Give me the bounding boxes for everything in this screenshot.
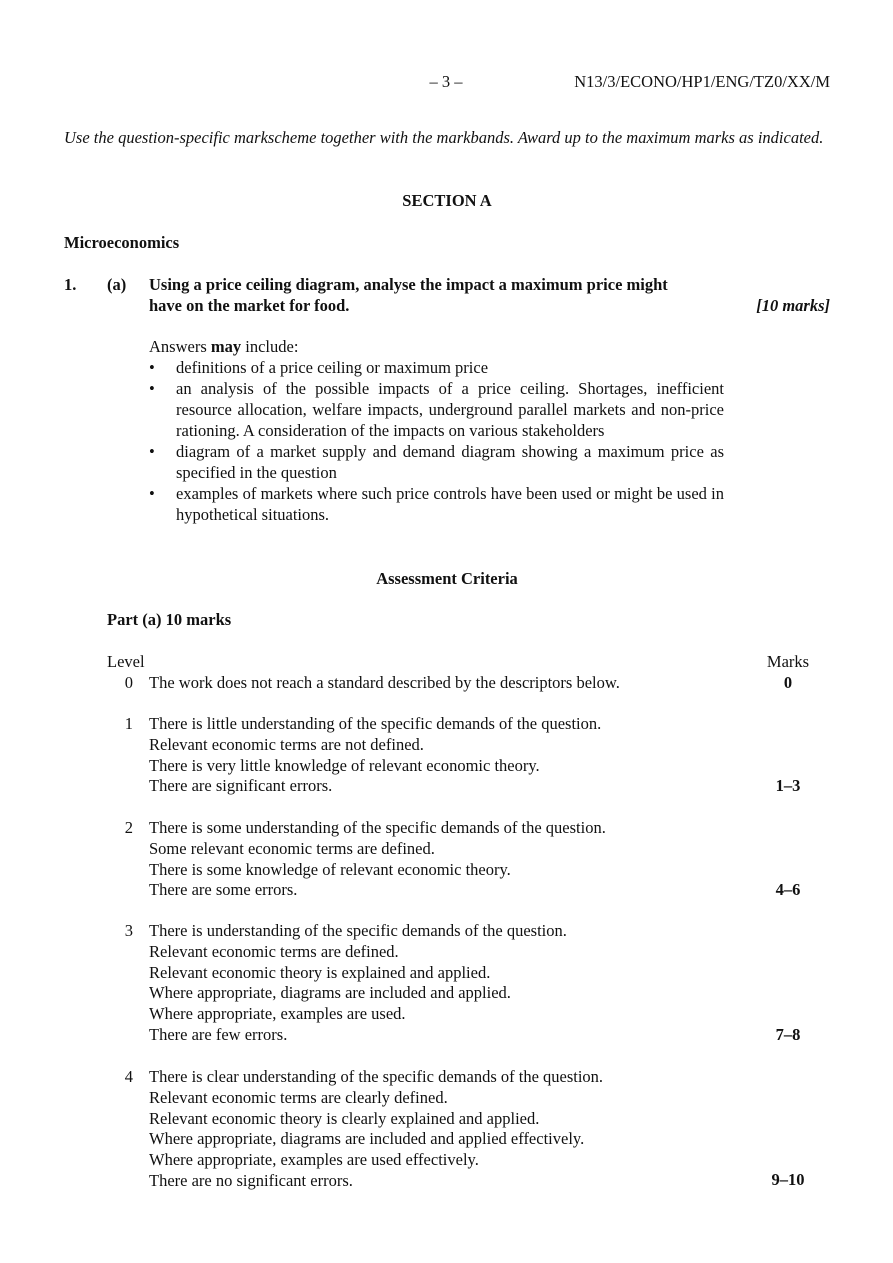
descriptor-line: Relevant economic theory is clearly explained and applied. bbox=[149, 1108, 540, 1128]
level-descriptors bbox=[149, 672, 620, 693]
paper-code: N13/3/ECONO/HP1/ENG/TZ0/XX/M bbox=[574, 72, 830, 91]
bullet-text: examples of markets where such price controls have been used or might be used in hypothetical situations. bbox=[176, 484, 724, 524]
answer-bullet-list bbox=[149, 357, 724, 525]
list-item bbox=[149, 441, 724, 483]
descriptor-line: Where appropriate, diagrams are included and applied effectively. bbox=[149, 1129, 585, 1149]
descriptor-line: There are no significant errors. bbox=[149, 1170, 353, 1190]
descriptor-line: Relevant economic terms are defined. bbox=[149, 941, 399, 961]
descriptor-line: There is little understanding of the specific demands of the question. bbox=[149, 714, 602, 733]
level-number: 2 bbox=[124, 818, 133, 837]
bullet-text: diagram of a market supply and demand diagram showing a maximum price as specified in the question bbox=[176, 442, 724, 482]
descriptor-line: Where appropriate, diagrams are included and applied. bbox=[149, 983, 511, 1003]
descriptor-line: There is understanding of the specific demands of the question. bbox=[149, 921, 567, 940]
answers-intro-post: include: bbox=[241, 337, 299, 356]
question-number: 1. bbox=[64, 275, 77, 294]
descriptor-line: Where appropriate, examples are used effectively. bbox=[149, 1150, 479, 1170]
level-descriptors bbox=[149, 713, 601, 796]
list-item bbox=[149, 483, 724, 525]
descriptor-line: There are few errors. bbox=[149, 1024, 288, 1044]
level-number: 1 bbox=[124, 714, 133, 733]
descriptor-line: Some relevant economic terms are defined. bbox=[149, 838, 435, 858]
answers-intro-pre: Answers bbox=[149, 337, 211, 356]
section-title: SECTION A bbox=[402, 191, 492, 210]
bullet-text: an analysis of the possible impacts of a price ceiling. Shortages, inefficient resource allocation, welfare impacts, underground parallel markets and non-price rationing. A consideration of the impacts on various stakeholders bbox=[176, 379, 724, 440]
descriptor-line: Relevant economic theory is explained and applied. bbox=[149, 962, 491, 982]
level-marks: 4–6 bbox=[775, 880, 801, 899]
question-text-line2: have on the market for food. bbox=[149, 296, 350, 315]
level-marks: 0 bbox=[783, 673, 793, 692]
level-number: 3 bbox=[124, 921, 133, 940]
descriptor-line: The work does not reach a standard described by the descriptors below. bbox=[149, 673, 620, 692]
question-part: (a) bbox=[107, 275, 127, 294]
level-column-header: Level bbox=[107, 652, 145, 671]
marks-column-header: Marks bbox=[766, 652, 810, 671]
question-marks: [10 marks] bbox=[756, 296, 830, 315]
question-text-line1: Using a price ceiling diagram, analyse the impact a maximum price might bbox=[149, 275, 668, 294]
list-item bbox=[149, 378, 724, 441]
descriptor-line: There is clear understanding of the specific demands of the question. bbox=[149, 1067, 604, 1086]
level-marks: 7–8 bbox=[775, 1025, 801, 1044]
level-marks: 1–3 bbox=[775, 776, 801, 795]
level-number: 0 bbox=[124, 673, 133, 692]
level-marks: 9–10 bbox=[771, 1170, 805, 1189]
bullet-icon: • bbox=[149, 442, 155, 461]
bullet-text: definitions of a price ceiling or maximum price bbox=[176, 358, 489, 377]
bullet-icon: • bbox=[149, 379, 155, 398]
assessment-title: Assessment Criteria bbox=[376, 569, 518, 588]
answers-intro-emphasis: may bbox=[210, 337, 242, 356]
subject-heading: Microeconomics bbox=[64, 233, 180, 252]
level-descriptors bbox=[149, 817, 606, 900]
part-heading: Part (a) 10 marks bbox=[107, 610, 232, 629]
descriptor-line: There are some errors. bbox=[149, 880, 298, 900]
level-descriptors bbox=[149, 1066, 603, 1191]
level-descriptors bbox=[149, 920, 567, 1045]
descriptor-line: There is some understanding of the specific demands of the question. bbox=[149, 818, 606, 837]
page-number: – 3 – bbox=[429, 72, 463, 91]
descriptor-line: Where appropriate, examples are used. bbox=[149, 1004, 406, 1024]
descriptor-line: Relevant economic terms are not defined. bbox=[149, 734, 424, 754]
descriptor-line: There is very little knowledge of relevant economic theory. bbox=[149, 755, 540, 775]
marking-instructions: Use the question-specific markscheme together with the markbands. Award up to the maximum marks as indicated. bbox=[64, 128, 824, 147]
bullet-icon: • bbox=[149, 484, 155, 503]
list-item bbox=[149, 357, 724, 378]
answers-intro bbox=[149, 336, 298, 357]
descriptor-line: There are significant errors. bbox=[149, 776, 333, 796]
bullet-icon: • bbox=[149, 358, 155, 377]
descriptor-line: Relevant economic terms are clearly defined. bbox=[149, 1087, 448, 1107]
descriptor-line: There is some knowledge of relevant economic theory. bbox=[149, 859, 511, 879]
level-number: 4 bbox=[124, 1067, 133, 1086]
